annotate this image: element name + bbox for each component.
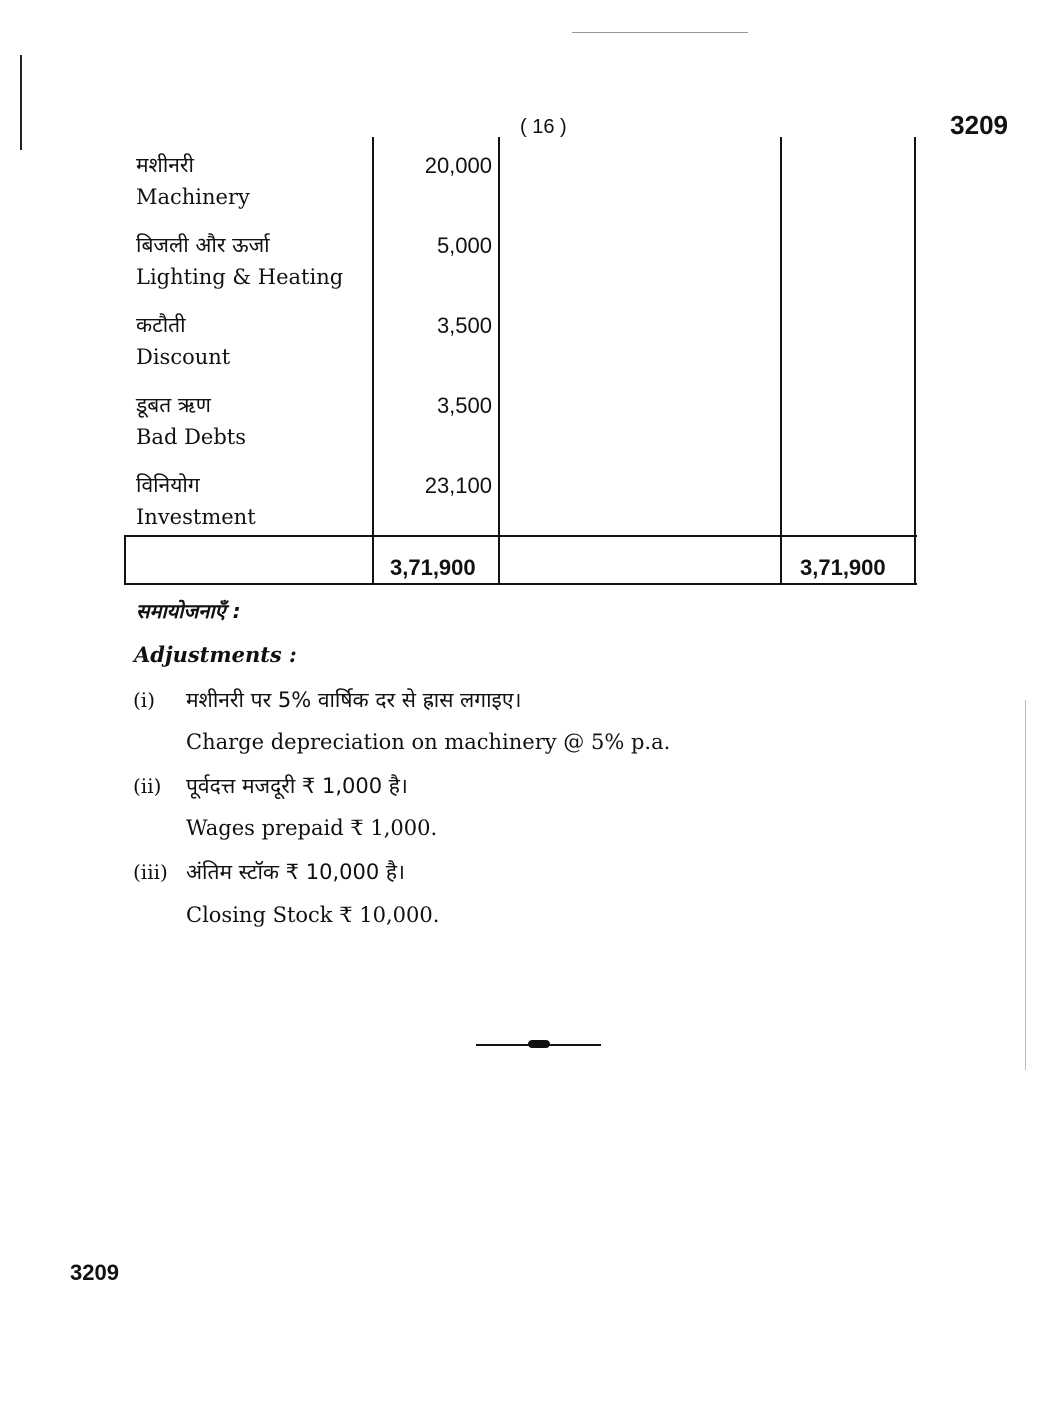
- ledger-divider: [780, 137, 782, 585]
- scan-artifact-edge: [20, 55, 22, 150]
- ledger-row-amount: 3,500: [436, 393, 492, 418]
- adjustment-english: Wages prepaid ₹ 1,000.: [186, 816, 438, 840]
- ledger-total-credit: 3,71,900: [800, 555, 886, 580]
- ledger-row-hindi: मशीनरी: [136, 153, 194, 177]
- ledger-row-amount: 20,000: [424, 153, 492, 178]
- end-of-page-ornament: [528, 1040, 550, 1048]
- paper-code-bottom: 3209: [70, 1260, 119, 1285]
- ledger-row: [124, 217, 498, 297]
- scan-artifact-line: [572, 32, 748, 33]
- ledger-row-hindi: विनियोग: [136, 473, 200, 497]
- ledger-divider: [124, 535, 126, 585]
- ledger-row-english: Bad Debts: [136, 425, 246, 449]
- ledger-row-english: Discount: [136, 345, 231, 369]
- ledger-bottom-rule: [124, 583, 917, 585]
- adjustment-hindi: अंतिम स्टॉक ₹ 10,000 है।: [186, 860, 405, 884]
- adjustment-english: Charge depreciation on machinery @ 5% p.a.: [186, 730, 671, 754]
- ledger-row: [124, 457, 498, 537]
- ledger-row-hindi: बिजली और ऊर्जा: [136, 233, 270, 257]
- ledger-row: [124, 297, 498, 377]
- ledger-table: [124, 137, 917, 585]
- ledger-divider: [498, 137, 500, 585]
- ledger-row-english: Lighting & Heating: [136, 265, 344, 289]
- ledger-row-amount: 3,500: [436, 313, 492, 338]
- ledger-row: [124, 377, 498, 457]
- adjustment-number: (ii): [133, 774, 162, 798]
- ledger-row-hindi: डूबत ऋण: [136, 393, 211, 417]
- ledger-total-debit: 3,71,900: [390, 555, 476, 580]
- adjustment-hindi: पूर्वदत्त मजदूरी ₹ 1,000 है।: [186, 774, 408, 798]
- paper-code-top: 3209: [950, 110, 1008, 140]
- scan-artifact-edge-right: [1025, 700, 1026, 1070]
- adjustment-english: Closing Stock ₹ 10,000.: [186, 903, 440, 927]
- ledger-row-hindi: कटौती: [136, 313, 186, 337]
- adjustments-heading: Adjustments :: [134, 642, 297, 667]
- adjustment-number: (i): [133, 688, 156, 712]
- page-number: ( 16 ): [520, 116, 567, 138]
- ledger-row-amount: 5,000: [436, 233, 492, 258]
- ledger-row: [124, 137, 498, 217]
- adjustment-hindi: मशीनरी पर 5% वार्षिक दर से ह्रास लगाइए।: [186, 688, 522, 712]
- ledger-row-english: Machinery: [136, 185, 250, 209]
- ledger-row-amount: 23,100: [424, 473, 492, 498]
- adjustment-number: (iii): [133, 860, 168, 884]
- adjustments-hindi-heading: समायोजनाएँ :: [136, 599, 241, 623]
- ledger-divider: [914, 137, 916, 585]
- ledger-row-english: Investment: [136, 505, 256, 529]
